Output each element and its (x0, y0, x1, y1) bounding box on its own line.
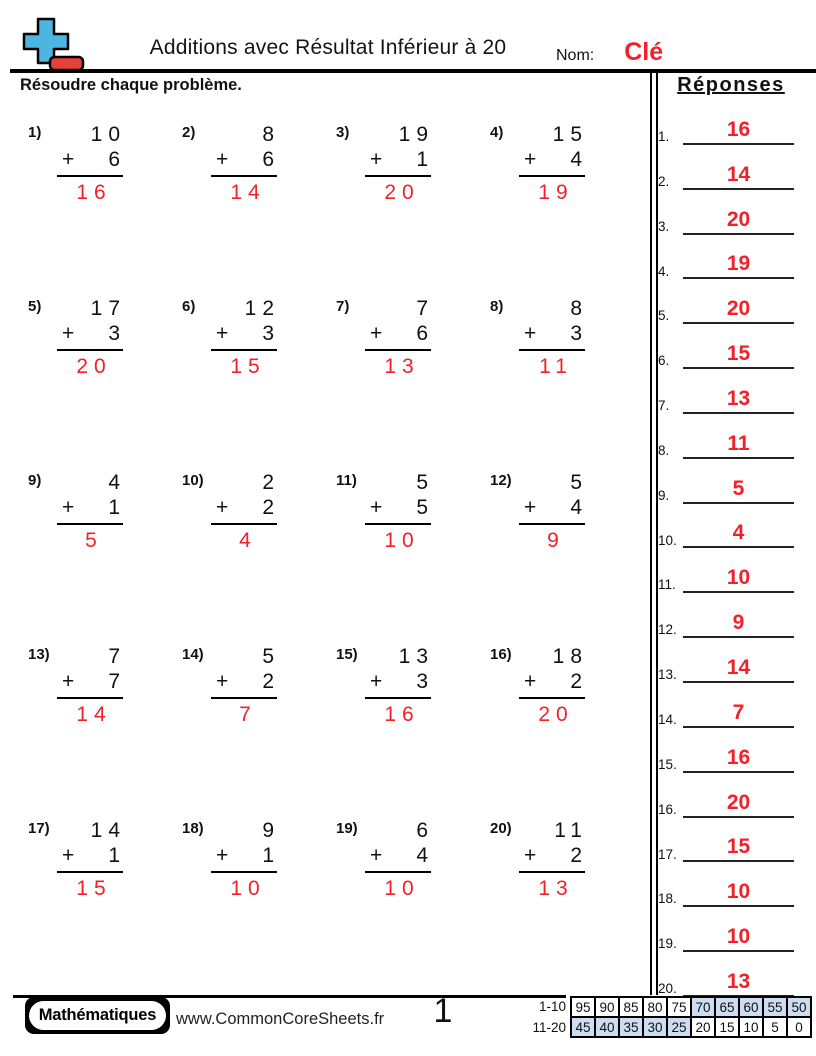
addition-problem (182, 470, 336, 644)
addend-row (370, 843, 434, 868)
addition-problem (28, 818, 182, 992)
second-addend: 3 (416, 670, 434, 694)
equals-line (365, 871, 431, 873)
answer-row (656, 773, 806, 818)
answer-number: 7. (658, 398, 670, 414)
grade-cell: 75 (668, 998, 690, 1016)
problem-number: 9) (28, 472, 42, 489)
page-title: Additions avec Résultat Inférieur à 20 (149, 36, 507, 59)
answer-line (683, 836, 794, 862)
addition-problem (182, 644, 336, 818)
problem-body (370, 296, 434, 380)
plus-operator: + (216, 496, 229, 520)
answer-number: 3. (658, 218, 670, 234)
first-addend: 5 (570, 471, 588, 494)
grade-cell: 80 (644, 998, 666, 1016)
answer-row (656, 638, 806, 683)
problem-number: 13) (28, 646, 50, 663)
problem-number: 15) (336, 646, 358, 663)
plus-operator: + (216, 670, 229, 694)
addition-problem (336, 818, 490, 992)
problem-number: 4) (490, 124, 504, 141)
addition-problem (336, 122, 490, 296)
problem-answer: 14 (76, 703, 112, 727)
problem-body (524, 470, 588, 554)
answer-line (683, 478, 794, 504)
problem-body (216, 818, 280, 902)
equals-line (365, 523, 431, 525)
first-addend: 7 (416, 297, 434, 320)
problem-number: 6) (182, 298, 196, 315)
first-addend: 11 (554, 819, 588, 842)
addition-problem (336, 470, 490, 644)
addend-row (216, 843, 280, 868)
problem-body (62, 644, 126, 728)
brand-logo (25, 997, 170, 1034)
problem-body (524, 644, 588, 728)
plus-operator: + (524, 148, 537, 172)
plus-operator: + (370, 148, 383, 172)
problem-body (216, 470, 280, 554)
addend-row (62, 495, 126, 520)
addition-problem (490, 470, 644, 644)
equals-line (211, 871, 277, 873)
first-addend: 8 (262, 123, 280, 146)
equals-line (365, 349, 431, 351)
answer-number: 13. (658, 667, 677, 683)
answer-value: 20 (726, 297, 751, 321)
grade-cell: 10 (740, 1018, 762, 1036)
grade-cell: 60 (740, 998, 762, 1016)
grade-cell: 0 (788, 1018, 810, 1036)
first-addend: 4 (108, 471, 126, 494)
problem-number: 11) (336, 472, 357, 489)
problem-number: 10) (182, 472, 204, 489)
answer-number: 18. (658, 891, 677, 907)
first-addend: 18 (552, 645, 588, 668)
problem-body (62, 818, 126, 902)
second-addend: 6 (108, 148, 126, 172)
second-addend: 3 (108, 322, 126, 346)
answer-line (683, 388, 794, 414)
answer-number: 20. (658, 981, 677, 997)
answer-row (656, 414, 806, 459)
problem-number: 18) (182, 820, 204, 837)
answer-number: 11. (658, 577, 676, 593)
plus-operator: + (524, 670, 537, 694)
problem-answer: 4 (239, 529, 257, 553)
second-addend: 1 (108, 844, 126, 868)
first-addend: 9 (262, 819, 280, 842)
equals-line (57, 697, 123, 699)
addition-problem (490, 818, 644, 992)
first-addend: 6 (416, 819, 434, 842)
page-number: 1 (433, 992, 453, 1030)
problem-answer: 10 (230, 877, 266, 901)
answers-panel (656, 74, 806, 997)
plus-operator: + (524, 496, 537, 520)
grade-cell: 40 (596, 1018, 618, 1036)
plus-operator: + (370, 844, 383, 868)
second-addend: 2 (262, 670, 280, 694)
addend-row (216, 147, 280, 172)
addition-problem (28, 296, 182, 470)
answer-row (656, 593, 806, 638)
answer-value: 11 (727, 431, 750, 455)
second-addend: 2 (570, 670, 588, 694)
equals-line (211, 697, 277, 699)
answer-row (656, 548, 806, 593)
addend-row (370, 669, 434, 694)
problem-number: 16) (490, 646, 512, 663)
equals-line (519, 697, 585, 699)
problem-body (62, 122, 126, 206)
brand-name: Mathématiques (29, 1001, 166, 1030)
answer-row (656, 818, 806, 863)
addition-problem (490, 296, 644, 470)
plus-operator: + (62, 148, 75, 172)
grade-cell: 20 (692, 1018, 714, 1036)
grade-cell: 30 (644, 1018, 666, 1036)
addition-problem (182, 122, 336, 296)
problem-number: 2) (182, 124, 196, 141)
problem-answer: 16 (76, 181, 112, 205)
grade-cell: 55 (764, 998, 786, 1016)
problems-grid (28, 122, 644, 992)
equals-line (365, 697, 431, 699)
answer-line (683, 433, 794, 459)
second-addend: 2 (262, 496, 280, 520)
plus-operator: + (62, 496, 75, 520)
grading-row-labels (504, 996, 566, 1038)
name-row (556, 38, 663, 67)
equals-line (365, 175, 431, 177)
equals-line (519, 871, 585, 873)
name-value: Clé (624, 38, 664, 66)
problem-answer: 20 (76, 355, 112, 379)
problem-answer: 7 (239, 703, 257, 727)
answer-number: 5. (658, 308, 670, 324)
answer-line (683, 119, 794, 145)
first-addend: 14 (90, 819, 126, 842)
grading-label-11-20: 11-20 (532, 1020, 566, 1035)
second-addend: 1 (416, 148, 434, 172)
addition-problem (28, 470, 182, 644)
problem-body (370, 818, 434, 902)
answer-line (683, 881, 794, 907)
answer-value: 10 (726, 566, 751, 590)
plus-operator: + (62, 670, 75, 694)
first-addend: 12 (244, 297, 280, 320)
first-addend: 10 (90, 123, 126, 146)
equals-line (519, 523, 585, 525)
answer-value: 20 (726, 790, 751, 814)
problem-body (216, 296, 280, 380)
answer-number: 17. (658, 846, 677, 862)
answer-row (656, 459, 806, 504)
problem-body (216, 644, 280, 728)
problem-answer: 16 (384, 703, 420, 727)
problem-answer: 14 (230, 181, 266, 205)
problem-body (370, 470, 434, 554)
answer-number: 10. (658, 532, 677, 548)
problem-body (370, 122, 434, 206)
answer-value: 16 (726, 745, 751, 769)
problem-number: 12) (490, 472, 512, 489)
grade-cell: 95 (572, 998, 594, 1016)
first-addend: 5 (262, 645, 280, 668)
addend-row (216, 321, 280, 346)
equals-line (57, 871, 123, 873)
addition-problem (28, 122, 182, 296)
problem-answer: 20 (538, 703, 574, 727)
first-addend: 15 (552, 123, 588, 146)
problem-answer: 10 (384, 529, 420, 553)
problem-number: 8) (490, 298, 504, 315)
problem-body (524, 296, 588, 380)
answer-line (683, 567, 794, 593)
equals-line (57, 523, 123, 525)
problem-number: 14) (182, 646, 204, 663)
equals-line (57, 175, 123, 177)
answer-row (656, 235, 806, 280)
answer-value: 20 (726, 207, 751, 231)
first-addend: 5 (416, 471, 434, 494)
addition-problem (490, 644, 644, 818)
answer-number: 14. (658, 711, 677, 727)
plus-operator: + (370, 670, 383, 694)
answer-row (656, 145, 806, 190)
answer-row (656, 369, 806, 414)
plus-operator: + (524, 844, 537, 868)
problem-number: 17) (28, 820, 50, 837)
answers-title: Réponses (677, 74, 785, 96)
second-addend: 7 (108, 670, 126, 694)
answer-value: 14 (726, 162, 751, 186)
grade-cell: 50 (788, 998, 810, 1016)
problem-answer: 10 (384, 877, 420, 901)
answer-row (656, 504, 806, 549)
answer-line (683, 971, 794, 997)
addition-problem (336, 296, 490, 470)
answer-value: 4 (732, 521, 745, 545)
problem-answer: 9 (547, 529, 565, 553)
answer-value: 13 (726, 386, 751, 410)
addend-row (370, 321, 434, 346)
answer-row (656, 907, 806, 952)
addend-row (524, 495, 588, 520)
grade-cell: 90 (596, 998, 618, 1016)
grade-cell: 15 (716, 1018, 738, 1036)
answer-line (683, 792, 794, 818)
first-addend: 8 (570, 297, 588, 320)
answer-value: 5 (732, 476, 745, 500)
addend-row (524, 321, 588, 346)
second-addend: 1 (108, 496, 126, 520)
answer-row (656, 862, 806, 907)
website-url: www.CommonCoreSheets.fr (176, 1010, 385, 1028)
second-addend: 5 (416, 496, 434, 520)
instruction-text: Résoudre chaque problème. (20, 76, 242, 94)
grade-cell: 85 (620, 998, 642, 1016)
second-addend: 3 (262, 322, 280, 346)
problem-number: 5) (28, 298, 42, 315)
answer-number: 12. (658, 622, 677, 638)
problem-number: 3) (336, 124, 350, 141)
grade-cell: 65 (716, 998, 738, 1016)
answer-row (656, 728, 806, 773)
grading-label-1-10: 1-10 (538, 999, 566, 1014)
answer-line (683, 702, 794, 728)
answer-line (683, 343, 794, 369)
first-addend: 17 (90, 297, 126, 320)
problem-answer: 15 (76, 877, 112, 901)
addend-row (370, 495, 434, 520)
equals-line (519, 175, 585, 177)
problem-number: 20) (490, 820, 512, 837)
addend-row (62, 669, 126, 694)
answer-row (656, 190, 806, 235)
second-addend: 6 (416, 322, 434, 346)
plus-operator: + (370, 496, 383, 520)
equals-line (211, 523, 277, 525)
problem-number: 19) (336, 820, 358, 837)
answer-number: 9. (658, 487, 670, 503)
answer-row (656, 279, 806, 324)
answers-list (656, 100, 806, 997)
first-addend: 13 (398, 645, 434, 668)
answer-row (656, 683, 806, 728)
answer-row (656, 324, 806, 369)
first-addend: 7 (108, 645, 126, 668)
answer-line (683, 657, 794, 683)
answer-number: 19. (658, 936, 677, 952)
problem-number: 7) (336, 298, 350, 315)
problem-body (62, 296, 126, 380)
first-addend: 2 (262, 471, 280, 494)
problem-body (370, 644, 434, 728)
plus-operator: + (370, 322, 383, 346)
answer-row (656, 952, 806, 997)
addend-row (524, 147, 588, 172)
problem-answer: 5 (85, 529, 103, 553)
answer-line (683, 926, 794, 952)
problem-body (524, 122, 588, 206)
answer-number: 1. (658, 129, 670, 144)
answer-line (683, 164, 794, 190)
answer-number: 2. (658, 173, 670, 189)
addend-row (370, 147, 434, 172)
problem-body (62, 470, 126, 554)
grade-cell: 35 (620, 1018, 642, 1036)
answer-number: 6. (658, 353, 670, 369)
grade-cell: 70 (692, 998, 714, 1016)
answer-value: 19 (726, 252, 751, 276)
grading-table (504, 996, 812, 1038)
answer-line (683, 209, 794, 235)
first-addend: 19 (398, 123, 434, 146)
addition-problem (28, 644, 182, 818)
problem-answer: 13 (538, 877, 574, 901)
grade-cell: 45 (572, 1018, 594, 1036)
answer-value: 16 (726, 117, 751, 141)
answer-line (683, 298, 794, 324)
answer-number: 15. (658, 756, 677, 772)
problem-answer: 15 (230, 355, 266, 379)
problem-body (524, 818, 588, 902)
answer-line (683, 747, 794, 773)
addend-row (524, 669, 588, 694)
addend-row (62, 147, 126, 172)
answer-number: 16. (658, 801, 677, 817)
plus-operator: + (62, 844, 75, 868)
problem-answer: 20 (384, 181, 420, 205)
problem-body (216, 122, 280, 206)
second-addend: 1 (262, 844, 280, 868)
answer-value: 13 (726, 969, 751, 993)
answer-value: 14 (726, 655, 751, 679)
second-addend: 3 (570, 322, 588, 346)
answer-line (683, 522, 794, 548)
equals-line (519, 349, 585, 351)
addend-row (216, 669, 280, 694)
equals-line (211, 175, 277, 177)
equals-line (211, 349, 277, 351)
answer-number: 8. (658, 442, 670, 458)
plus-operator: + (216, 322, 229, 346)
name-label: Nom: (556, 47, 595, 64)
plus-operator: + (62, 322, 75, 346)
answer-value: 15 (726, 835, 751, 859)
addition-problem (182, 296, 336, 470)
addition-problem (490, 122, 644, 296)
problem-answer: 11 (539, 355, 573, 379)
plus-operator: + (216, 844, 229, 868)
answer-value: 10 (726, 925, 751, 949)
answer-value: 9 (732, 611, 745, 635)
answer-line (683, 253, 794, 279)
addition-problem (182, 818, 336, 992)
addend-row (524, 843, 588, 868)
problem-answer: 13 (384, 355, 420, 379)
header-divider (10, 69, 816, 73)
answer-line (683, 612, 794, 638)
addend-row (62, 843, 126, 868)
equals-line (57, 349, 123, 351)
addend-row (62, 321, 126, 346)
problem-answer: 19 (538, 181, 574, 205)
plus-operator: + (216, 148, 229, 172)
answer-value: 10 (726, 880, 751, 904)
second-addend: 4 (416, 844, 434, 868)
answer-value: 7 (732, 700, 745, 724)
grading-cells (570, 996, 812, 1038)
answer-row (656, 100, 806, 145)
second-addend: 6 (262, 148, 280, 172)
second-addend: 4 (570, 148, 588, 172)
grade-cell: 25 (668, 1018, 690, 1036)
plus-operator: + (524, 322, 537, 346)
grade-cell: 5 (764, 1018, 786, 1036)
answer-value: 15 (726, 342, 751, 366)
problem-number: 1) (28, 124, 42, 141)
addition-problem (336, 644, 490, 818)
answer-number: 4. (658, 263, 670, 279)
second-addend: 2 (570, 844, 588, 868)
addend-row (216, 495, 280, 520)
second-addend: 4 (570, 496, 588, 520)
